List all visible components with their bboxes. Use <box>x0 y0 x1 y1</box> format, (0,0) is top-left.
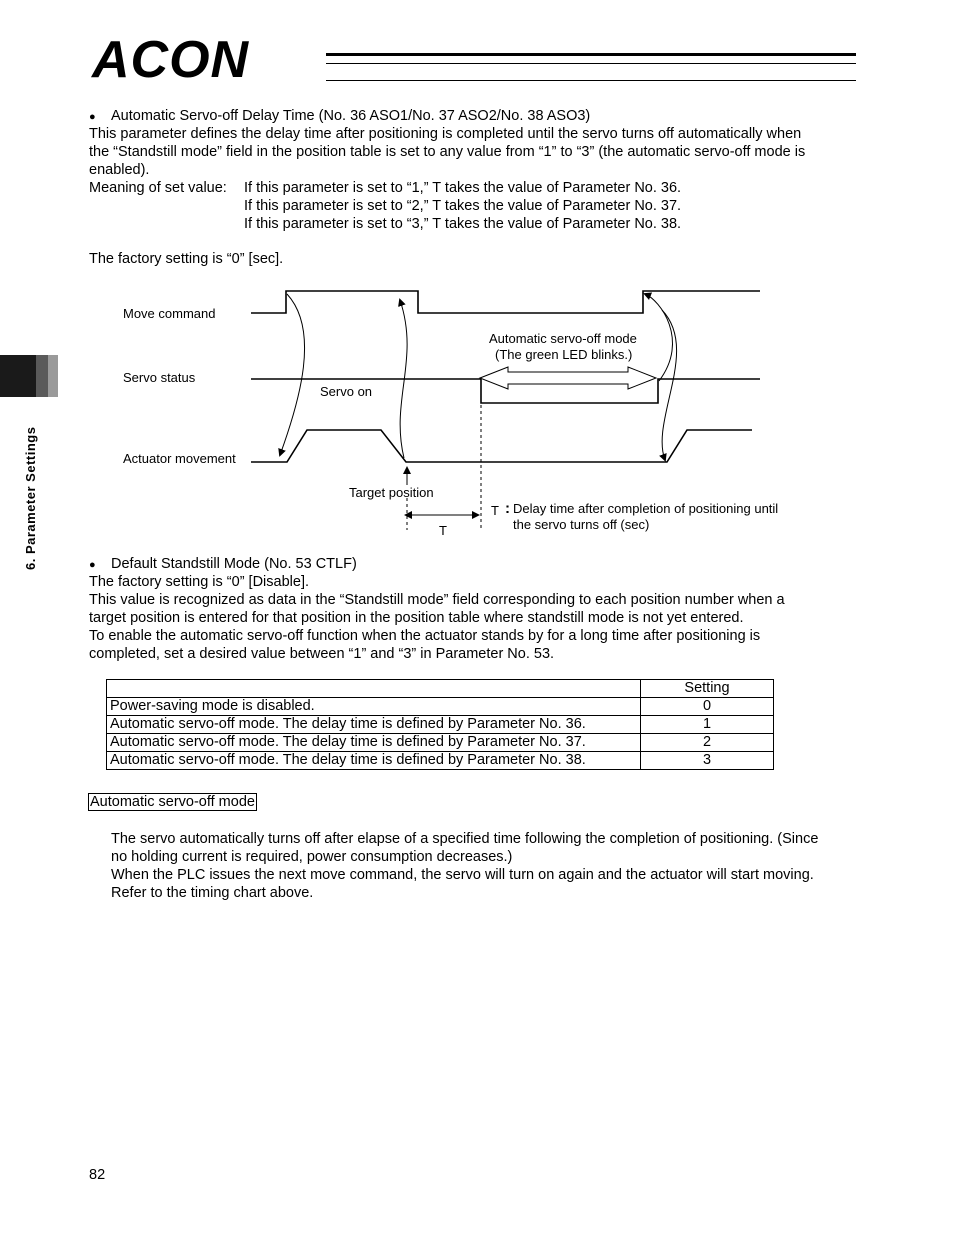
header-rule-bottom <box>326 80 856 81</box>
target-position-label: Target position <box>349 485 434 500</box>
settings-table <box>106 679 774 770</box>
section2-line: target position is entered for that position in the position table where standstill mode is not yet entered. <box>89 610 744 626</box>
table-header-cell: Setting <box>641 680 774 698</box>
curve-arrow-4 <box>662 310 677 460</box>
t-key-colon: : <box>505 500 510 517</box>
section2-title: Default Standstill Mode (No. 53 CTLF) <box>111 556 357 572</box>
section2-bullet: ● <box>89 559 96 571</box>
auto-servo-off-heading: Automatic servo-off mode <box>90 794 255 810</box>
auto-mode-double-arrow <box>480 367 656 389</box>
curve-arrow-3 <box>645 294 673 381</box>
actuator-movement-label: Actuator movement <box>123 451 236 466</box>
table-row <box>107 716 774 734</box>
meaning-label: Meaning of set value: <box>89 180 227 196</box>
table-header-cell <box>107 680 641 698</box>
table-cell-desc: Automatic servo-off mode. The delay time is defined by Parameter No. 38. <box>107 752 641 770</box>
page-number: 82 <box>89 1167 106 1183</box>
servo-on-label: Servo on <box>320 384 373 399</box>
header-rule-thick <box>326 53 856 56</box>
table-row <box>107 698 774 716</box>
move-command-label: Move command <box>123 306 216 321</box>
auto-servo-off-line: When the PLC issues the next move command, the servo will turn on again and the actuator will start moving. <box>111 867 814 883</box>
auto-servo-off-line: Refer to the timing chart above. <box>111 885 314 901</box>
table-header-row <box>107 680 774 698</box>
section1-line: the “Standstill mode” field in the position table is set to any value from “1” to “3” (the automatic servo-off mode is <box>89 144 806 160</box>
acon-logo: ACON <box>92 31 250 89</box>
actuator-waveform <box>251 430 752 462</box>
table-cell-desc: Automatic servo-off mode. The delay time is defined by Parameter No. 37. <box>107 734 641 752</box>
meaning-line: If this parameter is set to “1,” T takes the value of Parameter No. 36. <box>244 180 682 196</box>
auto-servo-off-line: no holding current is required, power consumption decreases.) <box>111 849 513 865</box>
section1-title: Automatic Servo-off Delay Time (No. 36 ASO1/No. 37 ASO2/No. 38 ASO3) <box>111 108 591 124</box>
servo-status-label: Servo status <box>123 370 196 385</box>
auto-mode-label: Automatic servo-off mode <box>489 331 637 346</box>
table-cell-value: 0 <box>641 698 774 716</box>
header-rule-thin <box>326 63 856 64</box>
section2-line: This value is recognized as data in the “Standstill mode” field corresponding to each position number when a <box>89 592 785 608</box>
t-dimension-label: T <box>439 523 447 538</box>
factory-setting-sec: The factory setting is “0” [sec]. <box>89 251 284 267</box>
green-led-label: (The green LED blinks.) <box>495 347 633 362</box>
curve-arrow-1 <box>280 294 305 455</box>
table-row <box>107 734 774 752</box>
auto-servo-off-line: The servo automatically turns off after elapse of a specified time following the completion of positioning. (Since <box>111 831 819 847</box>
section2-line: completed, set a desired value between “1” and “3” in Parameter No. 53. <box>89 646 555 662</box>
table-cell-value: 3 <box>641 752 774 770</box>
table-cell-value: 1 <box>641 716 774 734</box>
table-row <box>107 752 774 770</box>
section1-line: This parameter defines the delay time after positioning is completed until the servo turns off automatically when <box>89 126 802 142</box>
section1-line: enabled). <box>89 162 150 178</box>
section2-line: The factory setting is “0” [Disable]. <box>89 574 309 590</box>
move-command-waveform <box>251 291 760 313</box>
section1-bullet: ● <box>89 111 96 123</box>
section2-line: To enable the automatic servo-off function when the actuator stands by for a long time after positioning is <box>89 628 761 644</box>
table-cell-desc: Automatic servo-off mode. The delay time is defined by Parameter No. 36. <box>107 716 641 734</box>
side-tab-label: 6. Parameter Settings <box>23 426 38 570</box>
t-key-label: T <box>491 503 499 518</box>
meaning-line: If this parameter is set to “3,” T takes the value of Parameter No. 38. <box>244 216 682 232</box>
meaning-line: If this parameter is set to “2,” T takes the value of Parameter No. 37. <box>244 198 682 214</box>
t-description-2: the servo turns off (sec) <box>513 517 650 532</box>
table-cell-desc: Power-saving mode is disabled. <box>107 698 641 716</box>
table-cell-value: 2 <box>641 734 774 752</box>
t-description-1: Delay time after completion of positioning until <box>513 501 779 516</box>
